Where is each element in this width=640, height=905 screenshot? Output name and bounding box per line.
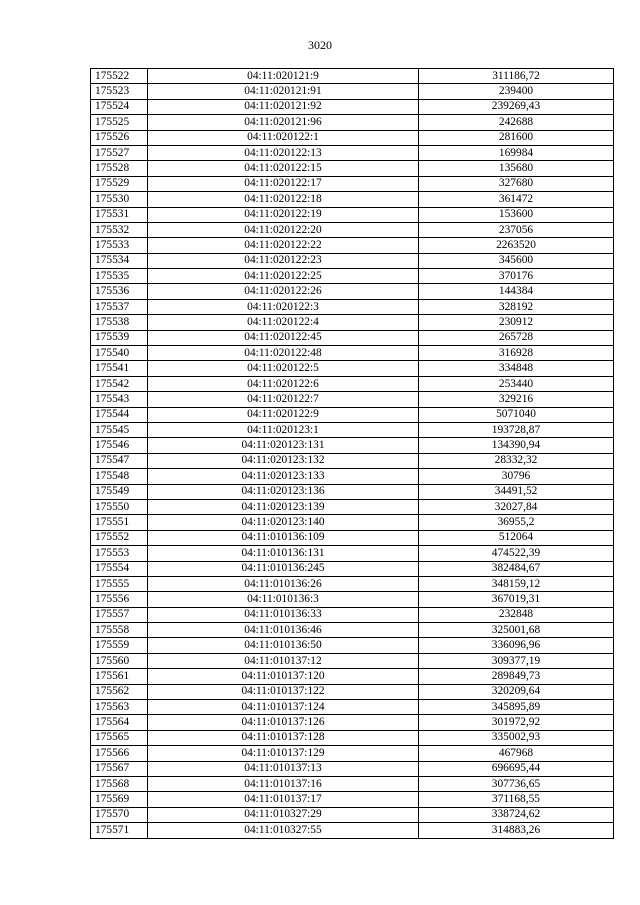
row-number-cell: 175559 — [91, 638, 148, 653]
cadastral-number-cell: 04:11:020121:91 — [148, 84, 419, 99]
cadastral-number-cell: 04:11:020122:25 — [148, 269, 419, 284]
cadastral-number-cell: 04:11:010137:12 — [148, 653, 419, 668]
cadastral-number-cell: 04:11:020122:45 — [148, 330, 419, 345]
row-number-cell: 175536 — [91, 284, 148, 299]
table-row — [91, 761, 614, 776]
row-number-cell: 175535 — [91, 269, 148, 284]
table-row — [91, 746, 614, 761]
cadastral-number-cell: 04:11:010136:109 — [148, 530, 419, 545]
cadastral-number-cell: 04:11:010136:50 — [148, 638, 419, 653]
cadastral-value-cell: 144384 — [419, 284, 614, 299]
row-number-cell: 175570 — [91, 807, 148, 822]
cadastral-value-cell: 328192 — [419, 299, 614, 314]
cadastral-value-cell: 696695,44 — [419, 761, 614, 776]
cadastral-value-cell: 34491,52 — [419, 484, 614, 499]
table-row — [91, 561, 614, 576]
cadastral-value-cell: 281600 — [419, 130, 614, 145]
table-row — [91, 192, 614, 207]
cadastral-number-cell: 04:11:020122:20 — [148, 222, 419, 237]
row-number-cell: 175532 — [91, 222, 148, 237]
row-number-cell: 175566 — [91, 746, 148, 761]
cadastral-value-cell: 311186,72 — [419, 69, 614, 84]
cadastral-value-cell: 345600 — [419, 253, 614, 268]
cadastral-value-cell: 314883,26 — [419, 823, 614, 838]
row-number-cell: 175569 — [91, 792, 148, 807]
cadastral-value-cell: 301972,92 — [419, 715, 614, 730]
cadastral-number-cell: 04:11:020122:7 — [148, 392, 419, 407]
cadastral-number-cell: 04:11:010137:16 — [148, 776, 419, 791]
table-row — [91, 684, 614, 699]
table-row — [91, 530, 614, 545]
cadastral-value-cell: 169984 — [419, 145, 614, 160]
cadastral-value-cell: 345895,89 — [419, 700, 614, 715]
table-row — [91, 669, 614, 684]
cadastral-value-cell: 134390,94 — [419, 438, 614, 453]
cadastral-value-cell: 193728,87 — [419, 422, 614, 437]
cadastral-value-cell: 474522,39 — [419, 546, 614, 561]
cadastral-value-cell: 28332,32 — [419, 453, 614, 468]
cadastral-number-cell: 04:11:020122:5 — [148, 361, 419, 376]
cadastral-number-cell: 04:11:010327:29 — [148, 807, 419, 822]
table-row — [91, 253, 614, 268]
cadastral-value-cell: 309377,19 — [419, 653, 614, 668]
table-row — [91, 638, 614, 653]
row-number-cell: 175557 — [91, 607, 148, 622]
row-number-cell: 175561 — [91, 669, 148, 684]
cadastral-number-cell: 04:11:020123:136 — [148, 484, 419, 499]
table-row — [91, 546, 614, 561]
cadastral-value-cell: 36955,2 — [419, 515, 614, 530]
row-number-cell: 175522 — [91, 69, 148, 84]
row-number-cell: 175544 — [91, 407, 148, 422]
row-number-cell: 175556 — [91, 592, 148, 607]
cadastral-value-cell: 367019,31 — [419, 592, 614, 607]
table-row — [91, 776, 614, 791]
table-row — [91, 115, 614, 130]
table-row — [91, 145, 614, 160]
row-number-cell: 175555 — [91, 576, 148, 591]
cadastral-value-cell: 327680 — [419, 176, 614, 191]
table-row — [91, 361, 614, 376]
row-number-cell: 175552 — [91, 530, 148, 545]
table-row — [91, 207, 614, 222]
table-row — [91, 238, 614, 253]
table-row — [91, 130, 614, 145]
cadastral-value-cell: 320209,64 — [419, 684, 614, 699]
cadastral-number-cell: 04:11:010136:26 — [148, 576, 419, 591]
row-number-cell: 175550 — [91, 499, 148, 514]
cadastral-value-table — [90, 68, 614, 839]
cadastral-number-cell: 04:11:010137:124 — [148, 700, 419, 715]
cadastral-value-cell: 230912 — [419, 315, 614, 330]
table-row — [91, 161, 614, 176]
row-number-cell: 175528 — [91, 161, 148, 176]
cadastral-number-cell: 04:11:020121:96 — [148, 115, 419, 130]
cadastral-number-cell: 04:11:020121:9 — [148, 69, 419, 84]
cadastral-value-cell: 265728 — [419, 330, 614, 345]
cadastral-value-cell: 242688 — [419, 115, 614, 130]
row-number-cell: 175560 — [91, 653, 148, 668]
row-number-cell: 175523 — [91, 84, 148, 99]
cadastral-value-cell: 30796 — [419, 469, 614, 484]
row-number-cell: 175551 — [91, 515, 148, 530]
table-row — [91, 469, 614, 484]
cadastral-number-cell: 04:11:010136:131 — [148, 546, 419, 561]
cadastral-value-cell: 371168,55 — [419, 792, 614, 807]
cadastral-value-cell: 239400 — [419, 84, 614, 99]
cadastral-value-cell: 153600 — [419, 207, 614, 222]
cadastral-value-cell: 325001,68 — [419, 623, 614, 638]
row-number-cell: 175534 — [91, 253, 148, 268]
cadastral-value-cell: 382484,67 — [419, 561, 614, 576]
row-number-cell: 175562 — [91, 684, 148, 699]
page-number: 3020 — [308, 38, 332, 52]
cadastral-value-cell: 32027,84 — [419, 499, 614, 514]
cadastral-number-cell: 04:11:020122:19 — [148, 207, 419, 222]
table-row — [91, 499, 614, 514]
cadastral-number-cell: 04:11:020122:18 — [148, 192, 419, 207]
cadastral-number-cell: 04:11:020122:48 — [148, 346, 419, 361]
row-number-cell: 175553 — [91, 546, 148, 561]
row-number-cell: 175531 — [91, 207, 148, 222]
table-row — [91, 176, 614, 191]
row-number-cell: 175541 — [91, 361, 148, 376]
row-number-cell: 175525 — [91, 115, 148, 130]
table-row — [91, 284, 614, 299]
cadastral-number-cell: 04:11:020123:140 — [148, 515, 419, 530]
cadastral-number-cell: 04:11:010136:3 — [148, 592, 419, 607]
cadastral-value-cell: 5071040 — [419, 407, 614, 422]
cadastral-number-cell: 04:11:020123:131 — [148, 438, 419, 453]
table-row — [91, 607, 614, 622]
table-row — [91, 222, 614, 237]
row-number-cell: 175548 — [91, 469, 148, 484]
cadastral-number-cell: 04:11:020122:17 — [148, 176, 419, 191]
cadastral-value-cell: 348159,12 — [419, 576, 614, 591]
table-row — [91, 299, 614, 314]
cadastral-number-cell: 04:11:010137:13 — [148, 761, 419, 776]
table-row — [91, 84, 614, 99]
table-row — [91, 576, 614, 591]
cadastral-value-cell: 232848 — [419, 607, 614, 622]
row-number-cell: 175568 — [91, 776, 148, 791]
cadastral-number-cell: 04:11:020123:132 — [148, 453, 419, 468]
table-row — [91, 392, 614, 407]
cadastral-value-cell: 307736,65 — [419, 776, 614, 791]
table-row — [91, 330, 614, 345]
cadastral-number-cell: 04:11:020122:6 — [148, 376, 419, 391]
cadastral-value-cell: 338724,62 — [419, 807, 614, 822]
row-number-cell: 175563 — [91, 700, 148, 715]
table-row — [91, 730, 614, 745]
cadastral-number-cell: 04:11:020123:1 — [148, 422, 419, 437]
table-row — [91, 484, 614, 499]
row-number-cell: 175554 — [91, 561, 148, 576]
cadastral-value-cell: 316928 — [419, 346, 614, 361]
cadastral-number-cell: 04:11:020121:92 — [148, 99, 419, 114]
cadastral-value-cell: 253440 — [419, 376, 614, 391]
cadastral-value-cell: 336096,96 — [419, 638, 614, 653]
cadastral-number-cell: 04:11:020123:133 — [148, 469, 419, 484]
table-row — [91, 269, 614, 284]
row-number-cell: 175546 — [91, 438, 148, 453]
cadastral-number-cell: 04:11:020123:139 — [148, 499, 419, 514]
cadastral-number-cell: 04:11:010136:46 — [148, 623, 419, 638]
table-row — [91, 807, 614, 822]
cadastral-value-cell: 239269,43 — [419, 99, 614, 114]
cadastral-number-cell: 04:11:010136:33 — [148, 607, 419, 622]
table-row — [91, 515, 614, 530]
cadastral-number-cell: 04:11:010137:129 — [148, 746, 419, 761]
row-number-cell: 175529 — [91, 176, 148, 191]
table-row — [91, 653, 614, 668]
row-number-cell: 175538 — [91, 315, 148, 330]
cadastral-value-cell: 2263520 — [419, 238, 614, 253]
cadastral-number-cell: 04:11:020122:9 — [148, 407, 419, 422]
table-row — [91, 376, 614, 391]
table-row — [91, 69, 614, 84]
cadastral-number-cell: 04:11:020122:26 — [148, 284, 419, 299]
table-row — [91, 422, 614, 437]
row-number-cell: 175547 — [91, 453, 148, 468]
cadastral-number-cell: 04:11:020122:15 — [148, 161, 419, 176]
row-number-cell: 175558 — [91, 623, 148, 638]
row-number-cell: 175545 — [91, 422, 148, 437]
cadastral-number-cell: 04:11:010137:17 — [148, 792, 419, 807]
cadastral-number-cell: 04:11:020122:13 — [148, 145, 419, 160]
cadastral-value-cell: 135680 — [419, 161, 614, 176]
cadastral-value-cell: 237056 — [419, 222, 614, 237]
row-number-cell: 175542 — [91, 376, 148, 391]
row-number-cell: 175533 — [91, 238, 148, 253]
row-number-cell: 175539 — [91, 330, 148, 345]
table-row — [91, 592, 614, 607]
cadastral-value-cell: 361472 — [419, 192, 614, 207]
table-row — [91, 99, 614, 114]
row-number-cell: 175543 — [91, 392, 148, 407]
row-number-cell: 175527 — [91, 145, 148, 160]
table-row — [91, 700, 614, 715]
cadastral-number-cell: 04:11:020122:3 — [148, 299, 419, 314]
row-number-cell: 175567 — [91, 761, 148, 776]
cadastral-value-cell: 467968 — [419, 746, 614, 761]
cadastral-number-cell: 04:11:020122:23 — [148, 253, 419, 268]
cadastral-number-cell: 04:11:010136:245 — [148, 561, 419, 576]
table-body — [91, 69, 614, 839]
table-row — [91, 407, 614, 422]
row-number-cell: 175526 — [91, 130, 148, 145]
row-number-cell: 175537 — [91, 299, 148, 314]
cadastral-value-cell: 334848 — [419, 361, 614, 376]
cadastral-value-cell: 329216 — [419, 392, 614, 407]
cadastral-number-cell: 04:11:010137:120 — [148, 669, 419, 684]
table-row — [91, 438, 614, 453]
table-row — [91, 623, 614, 638]
cadastral-number-cell: 04:11:020122:4 — [148, 315, 419, 330]
row-number-cell: 175564 — [91, 715, 148, 730]
cadastral-value-cell: 335002,93 — [419, 730, 614, 745]
cadastral-number-cell: 04:11:010137:126 — [148, 715, 419, 730]
table-row — [91, 315, 614, 330]
cadastral-number-cell: 04:11:010327:55 — [148, 823, 419, 838]
table-row — [91, 453, 614, 468]
table-row — [91, 823, 614, 838]
cadastral-number-cell: 04:11:020122:22 — [148, 238, 419, 253]
cadastral-value-cell: 370176 — [419, 269, 614, 284]
table-row — [91, 792, 614, 807]
row-number-cell: 175565 — [91, 730, 148, 745]
cadastral-number-cell: 04:11:010137:128 — [148, 730, 419, 745]
row-number-cell: 175571 — [91, 823, 148, 838]
cadastral-value-cell: 289849,73 — [419, 669, 614, 684]
cadastral-number-cell: 04:11:010137:122 — [148, 684, 419, 699]
cadastral-value-cell: 512064 — [419, 530, 614, 545]
row-number-cell: 175540 — [91, 346, 148, 361]
row-number-cell: 175524 — [91, 99, 148, 114]
table-row — [91, 715, 614, 730]
row-number-cell: 175530 — [91, 192, 148, 207]
cadastral-number-cell: 04:11:020122:1 — [148, 130, 419, 145]
row-number-cell: 175549 — [91, 484, 148, 499]
table-row — [91, 346, 614, 361]
